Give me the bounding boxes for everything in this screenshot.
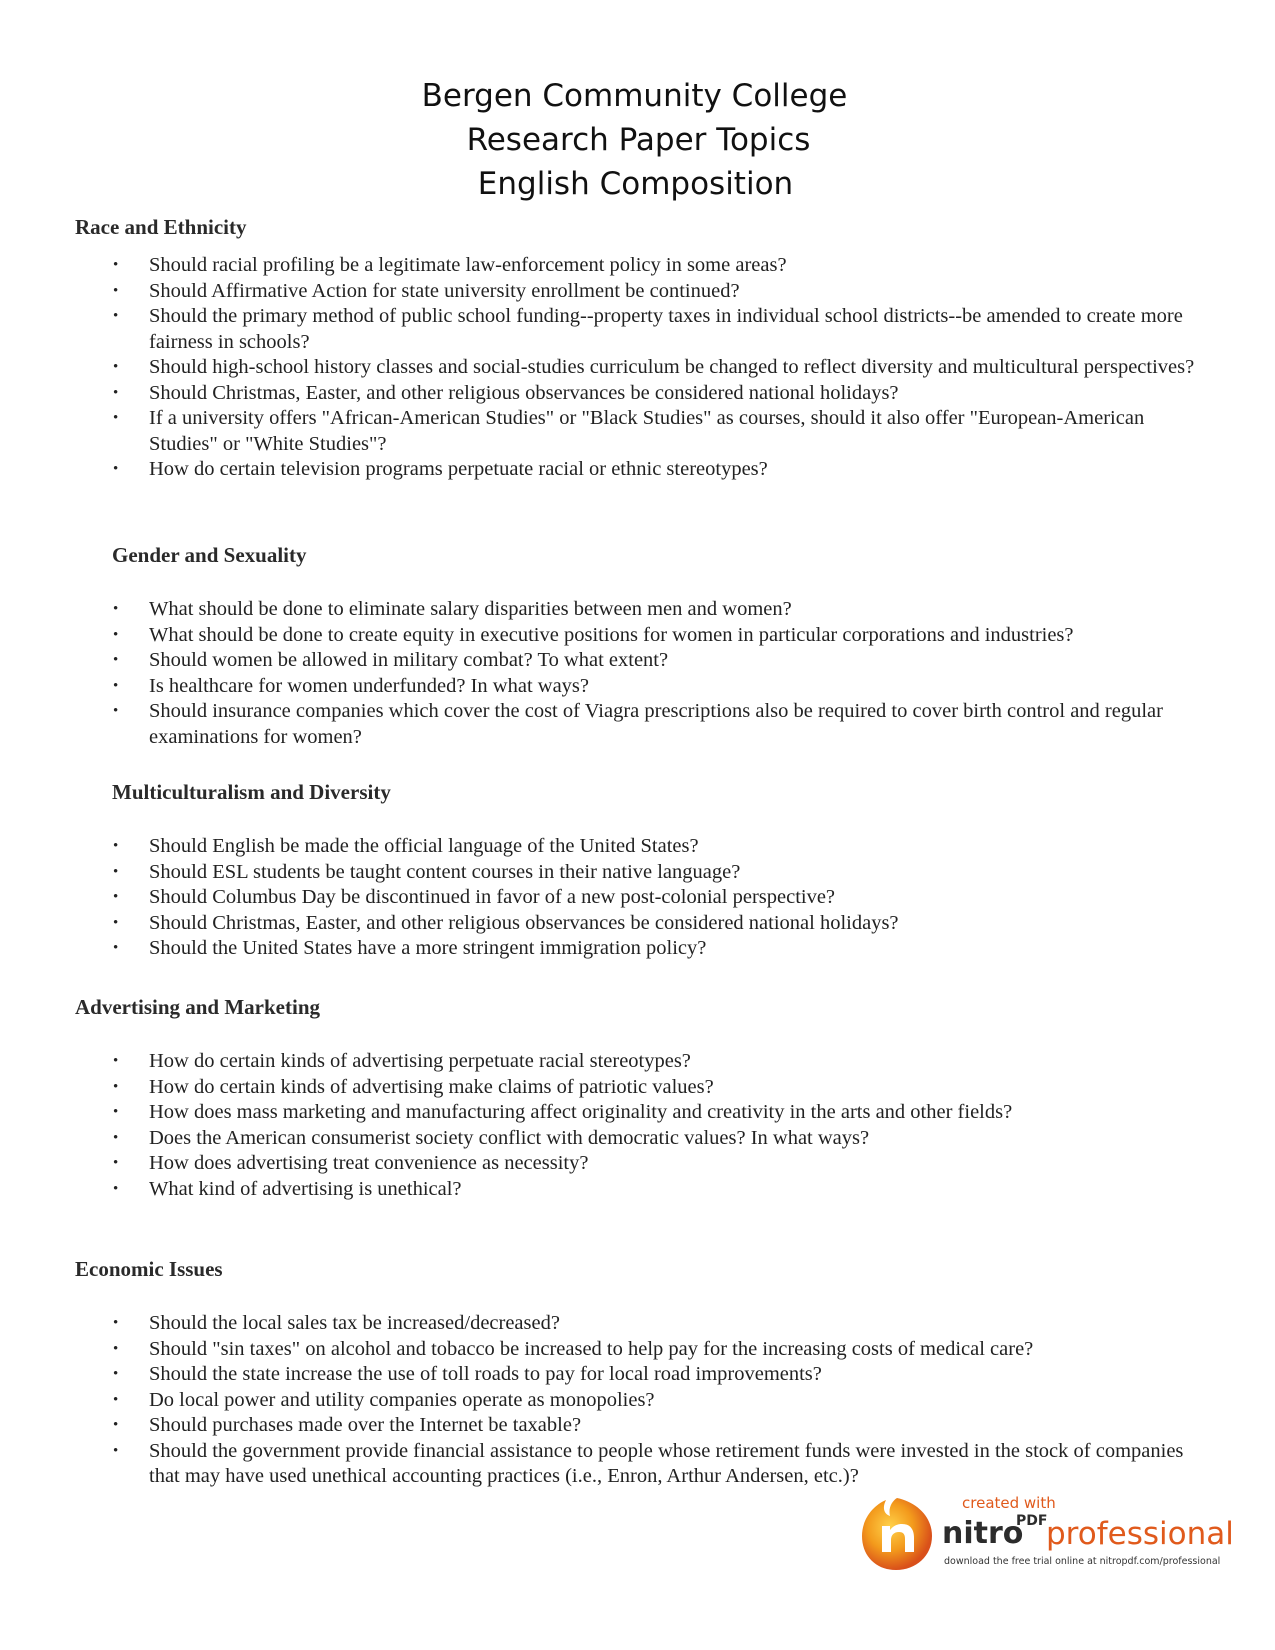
list-item: • Should English be made the official language of the United States? bbox=[0, 834, 1275, 860]
bullet: • bbox=[113, 1340, 119, 1357]
list-item: • How do certain kinds of advertising make claims of patriotic values? bbox=[0, 1075, 1275, 1101]
download-tagline: download the free trial online at nitropdf.com/professional bbox=[944, 1556, 1221, 1567]
list-item: • Should the local sales tax be increased/decreased? bbox=[0, 1311, 1275, 1337]
list-item: • What kind of advertising is unethical? bbox=[0, 1177, 1275, 1203]
bullet: • bbox=[113, 1442, 119, 1459]
bullet: • bbox=[113, 1104, 119, 1120]
list-item: • Should Christmas, Easter, and other religious observances be considered national holidays? bbox=[0, 381, 1275, 407]
bullet: • bbox=[113, 914, 119, 931]
list-item: • Should racial profiling be a legitimate law-enforcement policy in some areas? bbox=[0, 253, 1275, 279]
bullet: • bbox=[113, 461, 119, 477]
list-item: • What should be done to create equity in executive positions for women in particular corporations and industries? bbox=[0, 623, 1275, 649]
topic-list bbox=[0, 1311, 1275, 1490]
topic-list bbox=[0, 834, 1275, 962]
section-heading: Multiculturalism and Diversity bbox=[112, 780, 391, 804]
list-item: • Should ESL students be taught content courses in their native language? bbox=[0, 860, 1275, 886]
bullet: • bbox=[113, 1155, 119, 1171]
title-line-topics: Research Paper Topics bbox=[466, 122, 811, 158]
section-heading: Advertising and Marketing bbox=[75, 995, 321, 1019]
created-with-label: created with bbox=[962, 1494, 1056, 1512]
bullet: • bbox=[113, 1417, 119, 1433]
list-item: • Should Christmas, Easter, and other religious observances be considered national holidays? bbox=[0, 911, 1275, 937]
bullet: • bbox=[113, 889, 119, 905]
list-item: • How does mass marketing and manufacturing affect originality and creativity in the arts and other fields? bbox=[0, 1100, 1275, 1126]
bullet: • bbox=[113, 838, 119, 854]
bullet: • bbox=[113, 1078, 119, 1095]
bullet: • bbox=[113, 677, 119, 694]
bullet: • bbox=[113, 652, 119, 668]
topic-list bbox=[0, 253, 1275, 483]
list-item: • If a university offers "African-American Studies" or "Black Studies" as courses, should it also offer "European-American Studies" or "White Studies"? bbox=[113, 407, 1145, 455]
section-heading: Race and Ethnicity bbox=[75, 215, 247, 239]
list-item: • Should purchases made over the Internet be taxable? bbox=[0, 1413, 1275, 1439]
bullet: • bbox=[113, 308, 119, 324]
list-item: • Should "sin taxes" on alcohol and tobacco be increased to help pay for the increasing costs of medical care? bbox=[0, 1337, 1275, 1363]
list-item: • Does the American consumerist society conflict with democratic values? In what ways? bbox=[0, 1126, 1275, 1152]
list-item: • Should the state increase the use of toll roads to pay for local road improvements? bbox=[0, 1362, 1275, 1388]
nitro-flame-logo-icon bbox=[858, 1494, 936, 1572]
list-item: • What should be done to eliminate salary disparities between men and women? bbox=[0, 597, 1275, 623]
professional-label: professional bbox=[1046, 1516, 1234, 1552]
nitro-pdf-watermark bbox=[858, 1494, 1234, 1574]
bullet: • bbox=[113, 1053, 119, 1069]
list-item: • Should high-school history classes and social-studies curriculum be changed to reflect diversity and multicultural perspectives? bbox=[0, 355, 1275, 381]
list-item: • Do local power and utility companies operate as monopolies? bbox=[0, 1388, 1275, 1414]
bullet: • bbox=[113, 703, 119, 719]
list-item: • Should the primary method of public school funding--property taxes in individual school districts--be amended to create more fairness in schools? bbox=[113, 305, 1183, 353]
list-item: • Should Affirmative Action for state university enrollment be continued? bbox=[0, 279, 1275, 305]
list-item: • Should insurance companies which cover the cost of Viagra prescriptions also be required to cover birth control and regular examinations for women? bbox=[113, 700, 1163, 748]
bullet: • bbox=[113, 940, 119, 956]
bullet: • bbox=[113, 1391, 119, 1408]
topic-list bbox=[0, 1049, 1275, 1202]
bullet: • bbox=[113, 257, 119, 273]
section-heading: Economic Issues bbox=[75, 1257, 223, 1281]
bullet: • bbox=[113, 626, 119, 643]
list-item: • Should the government provide financial assistance to people whose retirement funds were invested in the stock of companies that may have used unethical accounting practices (i.e., Enron, Arthur Andersen, etc.)? bbox=[113, 1439, 1184, 1487]
list-item: • Is healthcare for women underfunded? In what ways? bbox=[0, 674, 1275, 700]
list-item: • Should the United States have a more stringent immigration policy? bbox=[0, 936, 1275, 962]
title-line-course: English Composition bbox=[477, 166, 794, 202]
title-line-college: Bergen Community College bbox=[421, 78, 848, 114]
bullet: • bbox=[113, 384, 119, 401]
bullet: • bbox=[113, 601, 119, 617]
list-item: • How do certain television programs perpetuate racial or ethnic stereotypes? bbox=[0, 457, 1275, 483]
bullet: • bbox=[113, 282, 119, 299]
section-heading: Gender and Sexuality bbox=[112, 543, 307, 567]
bullet: • bbox=[113, 1129, 119, 1146]
list-item: • How does advertising treat convenience as necessity? bbox=[0, 1151, 1275, 1177]
document-title bbox=[0, 74, 1275, 206]
bullet: • bbox=[113, 1366, 119, 1382]
list-item: • How do certain kinds of advertising perpetuate racial stereotypes? bbox=[0, 1049, 1275, 1075]
bullet: • bbox=[113, 359, 119, 375]
bullet: • bbox=[113, 410, 119, 426]
nitro-brand: nitro bbox=[942, 1516, 1024, 1551]
pdf-superscript: PDF bbox=[1016, 1513, 1048, 1529]
bullet: • bbox=[113, 1180, 119, 1197]
list-item: • Should women be allowed in military combat? To what extent? bbox=[0, 648, 1275, 674]
bullet: • bbox=[113, 863, 119, 880]
topic-list bbox=[0, 597, 1275, 750]
bullet: • bbox=[113, 1315, 119, 1331]
list-item: • Should Columbus Day be discontinued in favor of a new post-colonial perspective? bbox=[0, 885, 1275, 911]
